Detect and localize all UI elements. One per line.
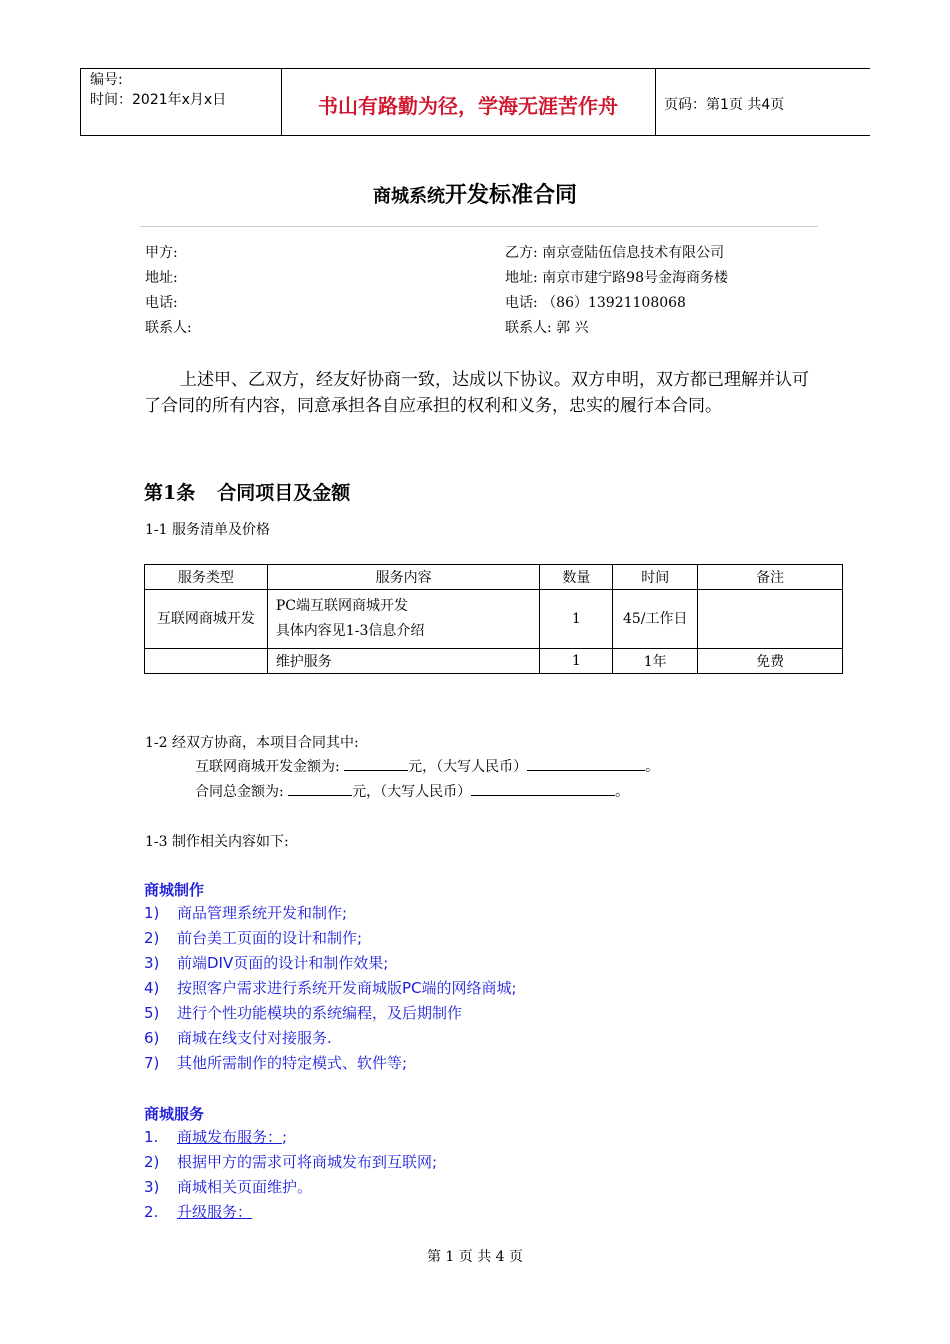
- section-1-1: 1-1 服务清单及价格: [145, 522, 270, 538]
- title-part2: 开发标准合同: [444, 183, 577, 208]
- list-item: 3) 前端DIV页面的设计和制作效果;: [144, 954, 389, 972]
- list-item: 6) 商城在线支付对接服务.: [144, 1029, 332, 1047]
- table-header-cell: 备注: [698, 565, 843, 590]
- table-cell-type: 互联网商城开发: [145, 590, 268, 649]
- table-cell-time: 1年: [613, 649, 698, 674]
- table-cell-qty: 1: [540, 649, 613, 674]
- table-row: [145, 590, 843, 649]
- table-header-cell: 数量: [540, 565, 613, 590]
- table-row: [145, 649, 843, 674]
- total-amount-line: [195, 781, 629, 801]
- list-item: 7) 其他所需制作的特定模式、软件等;: [144, 1054, 408, 1072]
- time-label: 时间：2021年x月x日: [90, 92, 227, 108]
- party-b-contact: 联系人: 郭 兴: [505, 320, 589, 336]
- title-part1: 商城系统: [372, 186, 445, 207]
- table-cell-time: 45/工作日: [613, 590, 698, 649]
- mall-service-heading: 商城服务: [144, 1105, 205, 1123]
- party-a-address-label: 地址:: [145, 270, 178, 286]
- table-cell-type: [145, 649, 268, 674]
- table-header-cell: 时间: [613, 565, 698, 590]
- mall-production-list: [144, 901, 517, 1076]
- period: 。: [615, 784, 630, 800]
- list-item: 1. 商城发布服务：;: [144, 1128, 288, 1146]
- table-header-row: [145, 565, 843, 590]
- page-footer: 第 1 页 共 4 页: [426, 1249, 524, 1265]
- header-motto: 书山有路勤为径，学海无涯苦作舟: [318, 94, 618, 118]
- party-b-address: 地址: 南京市建宁路98号金海商务楼: [505, 270, 728, 286]
- list-item: 1) 商品管理系统开发和制作;: [144, 904, 348, 922]
- article-1-heading: [144, 478, 350, 505]
- table-cell-content: 维护服务: [267, 649, 540, 674]
- total-amount-label: 合同总金额为:: [195, 784, 284, 800]
- service-table: [144, 564, 843, 674]
- header-page-info: 页码：第1页 共4页: [664, 97, 785, 113]
- article-1-title: 合同项目及金额: [217, 482, 351, 504]
- list-item: 2) 前台美工页面的设计和制作;: [144, 929, 363, 947]
- yuan-upper-label: 元，（大写人民币）: [352, 784, 472, 800]
- dev-amount-label: 互联网商城开发金额为:: [195, 759, 340, 775]
- party-b-block: [505, 241, 728, 341]
- party-b-phone: 电话: （86）13921108068: [505, 295, 686, 311]
- table-cell-note: 免费: [698, 649, 843, 674]
- table-cell-qty: 1: [540, 590, 613, 649]
- title-rule: [140, 226, 818, 227]
- party-a-contact-label: 联系人:: [145, 320, 192, 336]
- period: 。: [645, 759, 660, 775]
- party-a-block: [145, 241, 192, 341]
- header-bottom-rule: [80, 135, 870, 136]
- dev-amount-line: [195, 756, 659, 776]
- header-divider: [80, 68, 81, 136]
- yuan-upper-label: 元，（大写人民币）: [408, 759, 528, 775]
- total-amount-blank[interactable]: [288, 781, 352, 796]
- mall-production-heading: 商城制作: [144, 881, 205, 899]
- header-meta: [90, 70, 226, 110]
- section-1-2: 1-2 经双方协商，本项目合同其中:: [145, 735, 359, 751]
- content-line: 具体内容见1-3信息介绍: [275, 623, 425, 639]
- header-top-rule: [80, 68, 870, 69]
- list-item: 3) 商城相关页面维护。: [144, 1178, 313, 1196]
- list-item: 5) 进行个性功能模块的系统编程，及后期制作: [144, 1004, 463, 1022]
- party-a-name-label: 甲方:: [145, 245, 178, 261]
- document-title: [0, 178, 950, 209]
- mall-service-list: [144, 1125, 437, 1225]
- article-1-number: 第1条: [144, 482, 196, 504]
- table-header-cell: 服务内容: [267, 565, 540, 590]
- intro-paragraph: [144, 367, 820, 419]
- party-b-name: 乙方: 南京壹陆伍信息技术有限公司: [505, 245, 725, 261]
- list-item: 4) 按照客户需求进行系统开发商城版PC端的网络商城;: [144, 979, 517, 997]
- section-1-3: 1-3 制作相关内容如下:: [145, 834, 289, 850]
- list-item: 2. 升级服务：: [144, 1203, 253, 1221]
- header-divider: [655, 68, 656, 136]
- content-line: PC端互联网商城开发: [275, 598, 408, 614]
- dev-amount-blank[interactable]: [344, 756, 408, 771]
- table-header-cell: 服务类型: [145, 565, 268, 590]
- table-cell-note: [698, 590, 843, 649]
- serial-label: 编号:: [90, 72, 123, 88]
- table-cell-content: [267, 590, 540, 649]
- total-amount-upper-blank[interactable]: [471, 781, 615, 796]
- list-item: 2) 根据甲方的需求可将商城发布到互联网;: [144, 1153, 438, 1171]
- party-a-phone-label: 电话:: [145, 295, 178, 311]
- intro-text: 上述甲、乙双方，经友好协商一致，达成以下协议。双方申明，双方都已理解并认可了合同的所有内容，同意承担各自应承担的权利和义务，忠实的履行本合同。: [144, 370, 809, 416]
- dev-amount-upper-blank[interactable]: [527, 756, 645, 771]
